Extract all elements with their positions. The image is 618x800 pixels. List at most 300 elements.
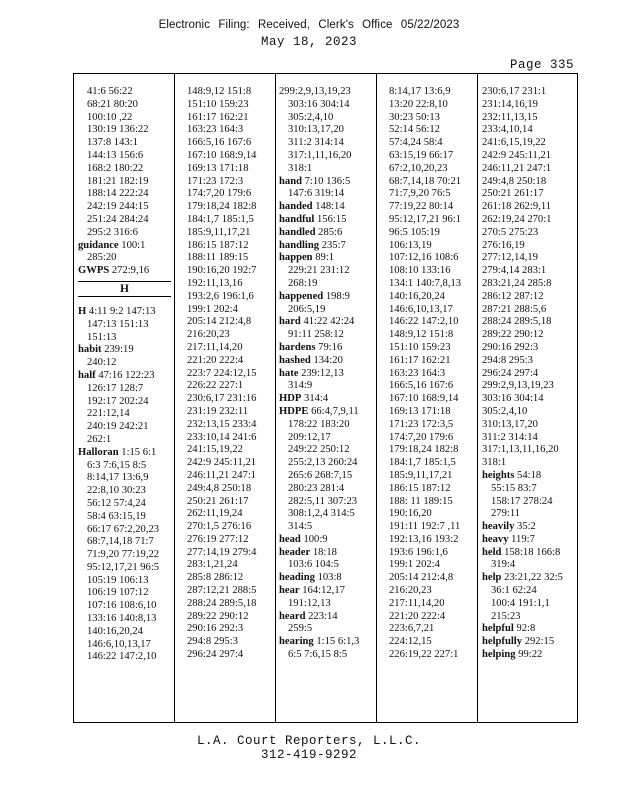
page-line-refs: 126:17 128:7 [87,382,144,394]
page-line-refs: 277:12,14,19 [482,252,538,264]
page-line-refs: 261:18 262:9,11 [482,201,552,213]
index-headword: handed [279,201,313,213]
index-headword: hate [279,367,299,379]
page-line-refs: 235:7 [319,239,346,251]
index-entry [78,306,171,319]
page-line-refs: 209:12,17 [288,431,331,443]
page-line-refs: 246:11,21 247:1 [187,469,257,481]
page-line-refs: 192:11,13,16 [187,277,243,289]
page-line-refs: 221:12,14 [87,408,130,420]
page-line-refs: 310:13,17,20 [288,124,344,136]
index-entry [279,252,373,265]
page-line-refs: 280:23 281:4 [288,482,345,494]
page-line-refs: 107:16 108:6,10 [87,600,157,612]
index-headword: heard [279,610,306,622]
page-line-refs: 181:21 182:19 [87,175,149,187]
page-line-refs: 167:10 168:9,14 [389,393,459,405]
page-line-refs: 188: 11 189:15 [389,495,453,507]
page-line-refs: 92:8 [513,623,536,635]
page-line-refs: 290:16 292:3 [187,623,244,635]
page-line-refs: 232:11,13,15 [482,111,538,123]
page-line-refs: 265:6 268:7,15 [288,469,353,481]
column-divider [477,74,478,722]
page-line-refs: 1:15 6:1 [118,446,157,458]
page-line-refs: 285:6 [315,226,343,238]
index-entry [482,649,577,662]
index-column-4 [389,86,474,662]
page-line-refs: 106:19 107:12 [87,587,149,599]
index-headword: help [482,572,502,584]
page-line-refs: 179:18,24 182:8 [187,201,257,213]
page-line-refs: 314:9 [288,380,313,392]
page-line-refs: 147:6 319:14 [288,188,345,200]
page-line-refs: 1:15 6:1,3 [313,636,360,648]
index-entry [482,534,577,547]
page-line-refs: 168:2 180:22 [87,162,144,174]
page-line-refs: 105:19 106:13 [87,574,149,586]
page-line-refs: 223:14 [305,610,338,622]
page-line-refs: 100:10 ,22 [87,111,133,123]
page-line-refs: 119:7 [508,533,535,545]
index-entry [279,585,373,598]
index-headword: hardens [279,341,316,353]
index-entry [78,447,171,460]
page-line-refs: 314:4 [301,393,329,405]
page-line-refs: 146:6,10,13,17 [87,638,151,650]
page-line-refs: 100:1 [118,239,146,251]
page-line-refs: 232:13,15 233:4 [187,418,257,430]
page-line-refs: 107:12,16 108:6 [389,252,459,264]
page-line-refs: 137:8 143:1 [87,137,138,149]
page-line-refs: 205:14 212:4,8 [389,572,454,584]
page-line-refs: 186:15 187:12 [389,482,451,494]
electronic-filing-stamp: Electronic Filing: Received, Clerk's Office 05/22/2023 [158,19,460,31]
page-line-refs: 158:17 278:24 [491,495,553,507]
page-line-refs: 249:22 250:12 [288,444,350,456]
page-line-refs: 91:11 258:12 [288,329,344,341]
index-entry [482,636,577,649]
page-line-refs: 318:1 [482,457,507,469]
page-line-refs: 215:23 [491,610,521,622]
page-line-refs: 217:11,14,20 [187,341,243,353]
index-entry [279,240,373,253]
page-line-refs: 185:9,11,17,21 [389,469,453,481]
page-line-refs: 276:16,19 [482,239,525,251]
index-entry [279,368,373,381]
page-line-refs: 36:1 62:24 [491,585,537,597]
page-line-refs: 262:11,19,24 [187,508,243,520]
index-headword: H [78,305,87,317]
page-line-refs: 57:4,24 58:4 [389,137,443,149]
page-line-refs: 296:24 297:4 [187,649,244,661]
page-line-refs: 166:5,16 167:6 [187,137,252,149]
page-line-refs: 249:4,8 250:18 [482,175,547,187]
index-entry [482,521,577,534]
page-line-refs: 63:15,19 66:17 [389,149,454,161]
page-line-refs: 23:21,22 32:5 [501,572,563,584]
page-line-refs: 68:21 80:20 [87,98,138,110]
index-entry [279,316,373,329]
index-headword: header [279,546,311,558]
page-line-refs: 299:2,9,13,19,23 [482,380,554,392]
page-line-refs: 259:5 [288,623,313,635]
index-entry [482,547,577,560]
page-line-refs: 7:10 136:5 [301,175,351,187]
index-entry [78,240,171,253]
page-line-refs: 242:9 245:11,21 [482,149,552,161]
page-line-refs: 223:7 224:12,15 [187,367,257,379]
page-line-refs: 4:11 9:2 147:13 [86,305,156,317]
page-line-refs: 8:14,17 13:6,9 [389,86,451,97]
page-line-refs: 179:18,24 182:8 [389,444,459,456]
page-line-refs: 151:10 159:23 [187,98,249,110]
index-headword: handled [279,226,316,238]
page-line-refs: 270:1,5 276:16 [187,521,252,533]
column-divider [376,74,377,722]
index-entry [279,547,373,560]
page-line-refs: 161:17 162:21 [187,111,249,123]
transcript-date: May 18, 2023 [260,35,357,49]
page-line-refs: 288:24 289:5,18 [482,316,552,328]
page-line-refs: 169:13 171:18 [389,405,451,417]
page-line-refs: 151:13 [87,331,117,343]
page-line-refs: 190:16,20 [389,508,432,520]
page-line-refs: 99:22 [515,649,543,661]
index-entry [279,406,373,419]
page-line-refs: 100:9 [300,533,328,545]
section-letter: H [78,281,171,297]
page-line-refs: 249:4,8 250:18 [187,482,252,494]
page-line-refs: 100:4 191:1,1 [491,597,550,609]
page-number: Page 335 [509,58,574,72]
page-line-refs: 130:19 136:22 [87,124,149,136]
page-line-refs: 229:21 231:12 [288,265,350,277]
index-headword: happened [279,290,324,302]
page-line-refs: 146:6,10,13,17 [389,303,453,315]
page-line-refs: 158:18 166:8 [501,546,561,558]
index-entry [279,355,373,368]
page-line-refs: 22:8,10 30:23 [87,485,146,497]
index-column-2 [187,86,272,662]
index-entry [279,611,373,624]
page-line-refs: 55:15 83:7 [491,482,537,494]
page-line-refs: 294:8 295:3 [187,636,238,648]
index-headword: helping [482,649,516,661]
page-line-refs: 233:4,10,14 [482,124,533,136]
page-line-refs: 221:20 222:4 [389,610,446,622]
page-line-refs: 239:12,13 [298,367,344,379]
page-line-refs: 67:2,10,20,23 [389,162,448,174]
page-line-refs: 198:9 [323,290,350,302]
page-line-refs: 230:6,17 231:16 [187,393,257,405]
page-line-refs: 317:1,11,16,20 [288,149,352,161]
page-line-refs: 68:7,14,18 70:21 [389,175,462,187]
page-line-refs: 242:19 244:15 [87,201,149,213]
index-entry [78,265,171,278]
index-headword: habit [78,344,102,356]
page-line-refs: 223:6,7,21 [389,623,435,635]
page-line-refs: 283:21,24 285:8 [482,277,552,289]
page-line-refs: 221:20 222:4 [187,354,244,366]
page-line-refs: 242:9 245:11,21 [187,457,257,469]
page-line-refs: 8:14,17 13:6,9 [87,472,149,484]
page-line-refs: 296:24 297:4 [482,367,539,379]
page-line-refs: 262:19,24 270:1 [482,213,552,225]
page-line-refs: 317:1,13,11,16,20 [482,444,559,456]
page-line-refs: 287:21 288:5,6 [482,303,547,315]
page-line-refs: 178:22 183:20 [288,418,350,430]
page-line-refs: 151:10 159:23 [389,341,451,353]
page-line-refs: 288:24 289:5,18 [187,597,257,609]
page-line-refs: 241:15,19,22 [187,444,243,456]
page-line-refs: 303:16 304:14 [482,393,544,405]
page-line-refs: 95:12,17,21 96:5 [87,561,160,573]
page-line-refs: 231:19 232:11 [187,405,249,417]
page-line-refs: 18:18 [310,546,337,558]
page-line-refs: 290:16 292:3 [482,341,539,353]
page-line-refs: 255:2,13 260:24 [288,457,358,469]
page-line-refs: 58:4 63:15,19 [87,510,146,522]
page-line-refs: 134:1 140:7,8,13 [389,277,462,289]
page-line-refs: 174:7,20 179:6 [187,188,252,200]
column-divider [174,74,175,722]
index-column-1 [78,86,171,664]
page-line-refs: 282:5,11 307:23 [288,495,358,507]
page-line-refs: 163:23 164:3 [389,367,446,379]
page-line-refs: 144:13 156:6 [87,149,144,161]
page-line-refs: 188:11 189:15 [187,252,249,264]
index-entry [279,291,373,304]
page-line-refs: 47:16 122:23 [95,369,155,381]
index-headword: hard [279,316,301,328]
page-line-refs: 250:21 261:17 [187,495,249,507]
page-line-refs: 89:1 [312,252,335,264]
page-line-refs: 199:1 202:4 [389,559,440,571]
page-line-refs: 230:6,17 231:1 [482,86,547,97]
page-line-refs: 286:12 287:12 [482,290,544,302]
index-headword: guidance [78,239,119,251]
page-line-refs: 167:10 168:9,14 [187,149,257,161]
page-line-refs: 224:12,15 [389,636,432,648]
page-line-refs: 199:1 202:4 [187,303,238,315]
page-line-refs: 161:17 162:21 [389,354,451,366]
page-line-refs: 305:2,4,10 [482,405,528,417]
page-line-refs: 216:20,23 [389,585,432,597]
page-line-refs: 171:23 172:3 [187,175,244,187]
page-line-refs: 30:23 50:13 [389,111,440,123]
page-line-refs: 191:12,13 [288,597,331,609]
page-line-refs: 146:22 147:2,10 [389,316,459,328]
page-line-refs: 216:20,23 [187,329,230,341]
page-line-refs: 66:17 67:2,20,23 [87,523,160,535]
index-headword: heights [482,469,515,481]
index-headword: held [482,546,502,558]
index-entry [279,201,373,214]
page-line-refs: 318:1 [288,162,313,174]
page-line-refs: 174:7,20 179:6 [389,431,454,443]
index-entry [279,214,373,227]
page-line-refs: 319:4 [491,559,516,571]
index-headword: happen [279,252,313,264]
word-index-frame [73,73,578,723]
index-headword: handful [279,213,315,225]
page-line-refs: 186:15 187:12 [187,239,249,251]
page-line-refs: 185:9,11,17,21 [187,226,251,238]
index-headword: heavily [482,521,515,533]
page-line-refs: 285:8 286:12 [187,572,244,584]
page-line-refs: 192:17 202:24 [87,395,149,407]
page-line-refs: 272:9,16 [109,265,150,277]
page-line-refs: 270:5 275:23 [482,226,539,238]
page-line-refs: 147:13 151:13 [87,318,149,330]
page-line-refs: 240:12 [87,357,117,369]
page-line-refs: 276:19 277:12 [187,533,249,545]
page-line-refs: 193:2,6 196:1,6 [187,290,254,302]
page-line-refs: 146:22 147:2,10 [87,651,157,663]
page-line-refs: 311:2 314:14 [288,137,344,149]
page-line-refs: 140:16,20,24 [389,290,445,302]
index-headword: GWPS [78,265,110,277]
page-line-refs: 217:11,14,20 [389,597,445,609]
page-line-refs: 41:6 56:22 [87,86,133,97]
index-entry [482,470,577,483]
index-entry [482,623,577,636]
page-line-refs: 171:23 172:3,5 [389,418,454,430]
page-line-refs: 251:24 284:24 [87,213,149,225]
page-line-refs: 205:14 212:4,8 [187,316,252,328]
page-line-refs: 192:13,16 193:2 [389,533,459,545]
page-line-refs: 54:18 [514,469,542,481]
index-entry [279,636,373,649]
page-line-refs: 163:23 164:3 [187,124,244,136]
page-line-refs: 292:15 [522,636,555,648]
page-line-refs: 13:20 22:8,10 [389,98,448,110]
index-headword: Halloran [78,446,119,458]
index-entry [279,342,373,355]
page-line-refs: 71:9,20 77:19,22 [87,549,160,561]
court-reporter-phone: 312-419-9292 [260,748,357,762]
page-line-refs: 184:1,7 185:1,5 [187,213,254,225]
page-line-refs: 303:16 304:14 [288,98,350,110]
page-line-refs: 66:4,7,9,11 [308,405,359,417]
page-line-refs: 96:5 105:19 [389,226,440,238]
index-headword: hand [279,175,302,187]
index-headword: hashed [279,354,311,366]
page-line-refs: 6:3 7:6,15 8:5 [87,459,147,471]
page-line-refs: 287:12,21 288:5 [187,585,257,597]
page-line-refs: 314:5 [288,521,313,533]
index-headword: hearing [279,636,314,648]
index-column-3 [279,86,373,662]
page-line-refs: 310:13,17,20 [482,418,538,430]
page-line-refs: 140:16,20,24 [87,625,143,637]
court-reporter-name: L.A. Court Reporters, L.L.C. [196,734,422,748]
index-entry [279,572,373,585]
page-line-refs: 68:7,14,18 71:7 [87,536,154,548]
page-line-refs: 305:2,4,10 [288,111,334,123]
page-line-refs: 71:7,9,20 76:5 [389,188,451,200]
index-headword: hear [279,585,300,597]
page-line-refs: 77:19,22 80:14 [389,201,454,213]
index-headword: handling [279,239,320,251]
page-line-refs: 233:10,14 241:6 [187,431,257,443]
page-line-refs: 148:9,12 151:8 [389,329,454,341]
page-line-refs: 95:12,17,21 96:1 [389,213,462,225]
index-headword: HDPE [279,405,309,417]
index-headword: half [78,369,96,381]
index-headword: heavy [482,533,509,545]
page-line-refs: 169:13 171:18 [187,162,249,174]
index-entry [279,176,373,189]
page-line-refs: 133:16 140:8,13 [87,613,157,625]
page-line-refs: 299:2,9,13,19,23 [279,86,351,97]
page-line-refs: 226:22 227:1 [187,380,244,392]
index-headword: helpful [482,623,514,635]
page-line-refs: 308:1,2,4 314:5 [288,508,355,520]
page-line-refs: 148:14 [312,201,345,213]
page-line-refs: 35:2 [514,521,536,533]
page-line-refs: 262:1 [87,433,112,445]
page-line-refs: 285:20 [87,252,117,264]
index-entry [78,370,171,383]
page-line-refs: 6:5 7:6,15 8:5 [288,649,348,661]
page-line-refs: 52:14 56:12 [389,124,440,136]
page-line-refs: 279:4,14 283:1 [482,265,547,277]
page-line-refs: 166:5,16 167:6 [389,380,454,392]
page-line-refs: 184:1,7 185:1,5 [389,457,456,469]
index-entry [482,572,577,585]
page-line-refs: 106:13,19 [389,239,432,251]
index-entry [279,534,373,547]
page-line-refs: 188:14 222:24 [87,188,149,200]
page-line-refs: 103:8 [314,572,342,584]
page-line-refs: 231:14,16,19 [482,98,538,110]
page-line-refs: 226:19,22 227:1 [389,649,459,661]
page-line-refs: 79:16 [315,341,343,353]
index-entry [279,227,373,240]
page-line-refs: 294:8 295:3 [482,354,533,366]
page-line-refs: 193:6 196:1,6 [389,546,448,558]
page-line-refs: 206:5,19 [288,303,326,315]
index-headword: heading [279,572,315,584]
index-headword: HDP [279,393,302,405]
page-line-refs: 41:22 42:24 [300,316,355,328]
page-line-refs: 283:1,21,24 [187,559,238,571]
page-line-refs: 56:12 57:4,24 [87,497,146,509]
column-divider [275,74,276,722]
page-line-refs: 268:19 [288,277,318,289]
page-line-refs: 250:21 261:17 [482,188,544,200]
page-line-refs: 190:16,20 192:7 [187,265,257,277]
page-line-refs: 295:2 316:6 [87,226,138,238]
page-line-refs: 241:6,15,19,22 [482,137,546,149]
page-line-refs: 164:12,17 [299,585,345,597]
index-headword: head [279,533,301,545]
section-letter-header [78,278,171,306]
page-line-refs: 289:22 290:12 [187,610,249,622]
page-line-refs: 246:11,21 247:1 [482,162,552,174]
page-line-refs: 103:6 104:5 [288,559,339,571]
page-line-refs: 289:22 290:12 [482,329,544,341]
page-line-refs: 239:19 [101,344,134,356]
index-headword: helpfully [482,636,523,648]
index-entry [78,344,171,357]
page-line-refs: 240:19 242:21 [87,421,149,433]
page-line-refs: 148:9,12 151:8 [187,86,252,97]
page-footer [0,734,618,762]
page-line-refs: 311:2 314:14 [482,431,538,443]
page-line-refs: 134:20 [310,354,343,366]
